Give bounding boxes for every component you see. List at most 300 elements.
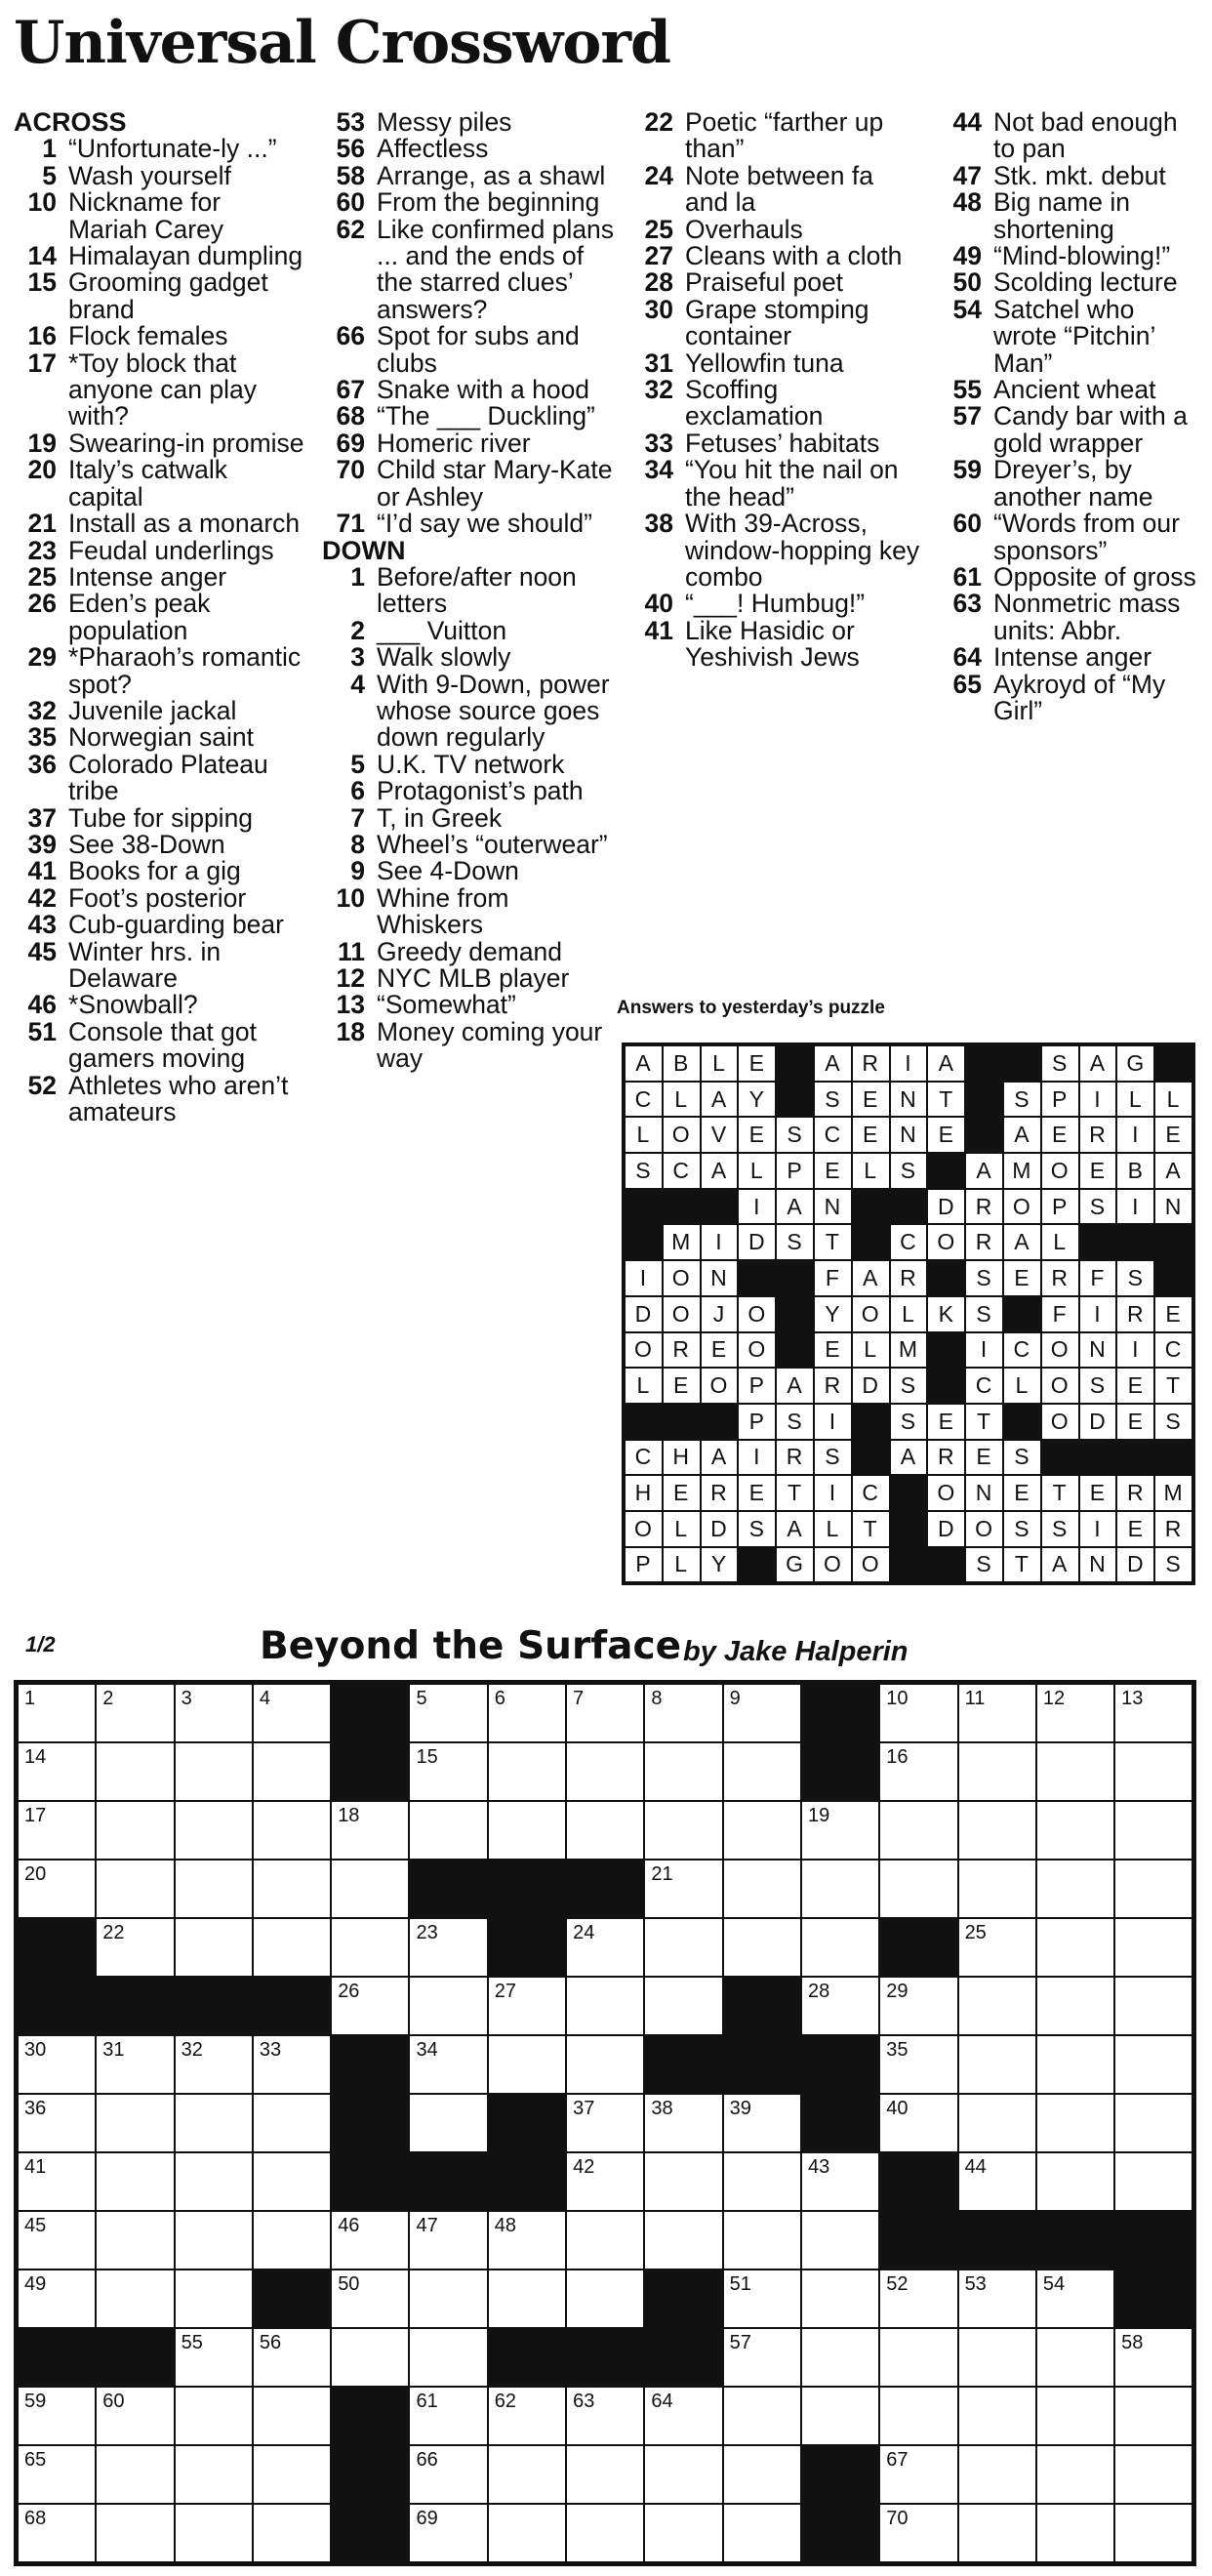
grid-cell[interactable] xyxy=(175,1742,253,1801)
grid-cell[interactable] xyxy=(566,1684,644,1742)
grid-cell[interactable] xyxy=(1114,2152,1192,2211)
grid-cell[interactable] xyxy=(644,2445,722,2504)
grid-cell[interactable] xyxy=(1036,2387,1114,2445)
clue-number: 1 xyxy=(350,561,365,592)
black-square xyxy=(644,2328,722,2387)
grid-cell[interactable] xyxy=(409,2094,487,2152)
grid-cell[interactable] xyxy=(644,2211,722,2269)
grid-cell[interactable] xyxy=(801,1801,879,1860)
clue-text: *Pharaoh’s romantic spot? xyxy=(68,642,302,699)
grid-cell[interactable] xyxy=(723,2211,801,2269)
grid-cell[interactable] xyxy=(409,1977,487,2035)
grid-cell[interactable] xyxy=(488,1801,566,1860)
clue-number: 59 xyxy=(952,455,982,485)
grid-cell[interactable] xyxy=(1036,2035,1114,2094)
grid-cell[interactable] xyxy=(723,1860,801,1918)
grid-cell[interactable] xyxy=(958,1977,1036,2035)
answer-cell: R xyxy=(927,1440,965,1476)
answer-cell: T xyxy=(852,1511,890,1547)
clue-text: *Toy block that anyone can play with? xyxy=(68,348,258,431)
cell-number: 53 xyxy=(964,2273,987,2295)
grid-cell[interactable] xyxy=(1114,1801,1192,1860)
answer-cell: O xyxy=(814,1547,852,1583)
grid-cell[interactable] xyxy=(1114,2504,1192,2562)
grid-cell[interactable] xyxy=(644,1801,722,1860)
answer-cell: A xyxy=(1003,1117,1041,1153)
grid-cell[interactable] xyxy=(331,2328,409,2387)
answers-title: Answers to yesterday’s puzzle xyxy=(617,998,885,1018)
clue-item xyxy=(630,350,923,377)
grid-cell[interactable] xyxy=(409,2504,487,2562)
grid-cell[interactable] xyxy=(879,1801,957,1860)
grid-cell[interactable] xyxy=(958,1742,1036,1801)
grid-cell[interactable] xyxy=(723,2094,801,2152)
black-square xyxy=(175,1977,253,2035)
answer-cell: O xyxy=(852,1296,890,1332)
grid-cell[interactable] xyxy=(1036,2152,1114,2211)
grid-cell[interactable] xyxy=(879,1684,957,1742)
clue-item xyxy=(14,136,306,162)
grid-cell[interactable] xyxy=(409,2387,487,2445)
clue-item xyxy=(939,644,1202,671)
grid-cell[interactable] xyxy=(175,2094,253,2152)
clue-number: 14 xyxy=(27,241,57,271)
grid-cell[interactable] xyxy=(175,1801,253,1860)
grid-cell[interactable] xyxy=(958,2035,1036,2094)
grid-cell[interactable] xyxy=(879,1742,957,1801)
grid-cell[interactable] xyxy=(409,1918,487,1977)
clue-item xyxy=(14,160,306,190)
answer-cell: C xyxy=(814,1117,852,1153)
clue-item xyxy=(939,591,1202,644)
grid-cell[interactable] xyxy=(1114,2387,1192,2445)
grid-cell[interactable] xyxy=(879,2328,957,2387)
grid-cell[interactable] xyxy=(409,1684,487,1742)
grid-cell[interactable] xyxy=(18,1742,96,1801)
grid-cell[interactable] xyxy=(331,2269,409,2328)
grid-cell[interactable] xyxy=(253,1860,331,1918)
grid-cell[interactable] xyxy=(18,1860,96,1918)
grid-cell[interactable] xyxy=(723,2328,801,2387)
clue-text: Winter hrs. in Delaware xyxy=(68,936,222,993)
grid-cell[interactable] xyxy=(96,1860,174,1918)
black-square xyxy=(723,2035,801,2094)
answer-cell: L xyxy=(852,1332,890,1369)
answer-cell: E xyxy=(1154,1296,1192,1332)
grid-cell[interactable] xyxy=(1036,1860,1114,1918)
answer-block xyxy=(663,1189,701,1225)
grid-cell[interactable] xyxy=(253,2328,331,2387)
grid-cell[interactable] xyxy=(488,2504,566,2562)
grid-cell[interactable] xyxy=(566,2445,644,2504)
grid-cell[interactable] xyxy=(1114,1918,1192,1977)
clue-text: “Somewhat” xyxy=(377,990,516,1020)
clue-text: Intense anger xyxy=(68,561,227,592)
grid-cell[interactable] xyxy=(488,2211,566,2269)
grid-cell[interactable] xyxy=(175,2035,253,2094)
grid-cell[interactable] xyxy=(18,2387,96,2445)
grid-cell[interactable] xyxy=(723,2445,801,2504)
clue-text: “The ___ Duckling” xyxy=(377,401,595,431)
grid-cell[interactable] xyxy=(1036,1742,1114,1801)
grid-cell[interactable] xyxy=(488,1684,566,1742)
black-square xyxy=(801,2094,879,2152)
grid-cell[interactable] xyxy=(801,2211,879,2269)
answer-cell: S xyxy=(1154,1404,1192,1440)
grid-cell[interactable] xyxy=(18,2094,96,2152)
clue-item xyxy=(322,669,615,753)
grid-cell[interactable] xyxy=(644,2094,722,2152)
answer-cell: N xyxy=(1154,1189,1192,1225)
grid-cell[interactable] xyxy=(566,2094,644,2152)
grid-cell[interactable] xyxy=(18,2445,96,2504)
grid-cell[interactable] xyxy=(96,2445,174,2504)
clue-number: 48 xyxy=(952,187,982,218)
clue-item xyxy=(14,858,306,884)
clue-text: Foot’s posterior xyxy=(68,882,247,913)
grid-cell[interactable] xyxy=(488,2269,566,2328)
clue-number: 30 xyxy=(644,294,673,324)
answer-cell: N xyxy=(890,1082,928,1118)
grid-cell[interactable] xyxy=(958,2269,1036,2328)
grid-cell[interactable] xyxy=(488,2387,566,2445)
grid-cell[interactable] xyxy=(253,1684,331,1742)
grid-cell[interactable] xyxy=(96,2269,174,2328)
grid-cell[interactable] xyxy=(96,1684,174,1742)
grid-cell[interactable] xyxy=(96,2152,174,2211)
answer-cell: P xyxy=(738,1404,776,1440)
grid-cell[interactable] xyxy=(488,1742,566,1801)
grid-cell[interactable] xyxy=(958,1860,1036,1918)
grid-cell[interactable] xyxy=(96,2035,174,2094)
answer-cell: E xyxy=(663,1368,701,1404)
grid-cell[interactable] xyxy=(723,1801,801,1860)
grid-cell[interactable] xyxy=(644,2387,722,2445)
answer-cell: F xyxy=(814,1260,852,1296)
cell-number: 18 xyxy=(338,1805,360,1826)
grid-cell[interactable] xyxy=(1036,2328,1114,2387)
answer-cell: V xyxy=(701,1117,739,1153)
grid-cell[interactable] xyxy=(1114,2328,1192,2387)
grid-cell[interactable] xyxy=(723,2387,801,2445)
answer-cell: S xyxy=(1041,1511,1079,1547)
grid-cell[interactable] xyxy=(96,2094,174,2152)
grid-cell[interactable] xyxy=(175,2504,253,2562)
grid-cell[interactable] xyxy=(958,2094,1036,2152)
clue-number: 70 xyxy=(336,455,365,485)
grid-cell[interactable] xyxy=(175,2328,253,2387)
grid-cell[interactable] xyxy=(801,2328,879,2387)
grid-cell[interactable] xyxy=(331,1977,409,2035)
cell-number: 30 xyxy=(24,2039,47,2061)
grid-cell[interactable] xyxy=(1036,1801,1114,1860)
grid-cell[interactable] xyxy=(96,2387,174,2445)
answer-cell: E xyxy=(814,1153,852,1189)
grid-cell[interactable] xyxy=(18,1801,96,1860)
grid-cell[interactable] xyxy=(644,2504,722,2562)
grid-cell[interactable] xyxy=(175,2152,253,2211)
cell-number: 8 xyxy=(651,1688,663,1709)
grid-cell[interactable] xyxy=(958,2152,1036,2211)
grid-cell[interactable] xyxy=(879,2387,957,2445)
grid-cell[interactable] xyxy=(958,1801,1036,1860)
clue-item xyxy=(939,403,1202,457)
answer-cell: L xyxy=(625,1368,663,1404)
grid-cell[interactable] xyxy=(409,2211,487,2269)
grid-cell[interactable] xyxy=(644,1742,722,1801)
grid-cell[interactable] xyxy=(488,2035,566,2094)
grid-cell[interactable] xyxy=(879,2504,957,2562)
grid-cell[interactable] xyxy=(331,1801,409,1860)
grid-cell[interactable] xyxy=(18,2504,96,2562)
clue-text: Affectless xyxy=(377,134,489,164)
grid-cell[interactable] xyxy=(723,2269,801,2328)
clue-number: 25 xyxy=(644,214,673,244)
clue-text: Greedy demand xyxy=(377,936,563,966)
clue-text: Install as a monarch xyxy=(68,509,301,539)
answer-block xyxy=(965,1082,1003,1118)
answer-cell: D xyxy=(927,1511,965,1547)
grid-cell[interactable] xyxy=(96,1918,174,1977)
answer-block xyxy=(927,1153,965,1189)
grid-cell[interactable] xyxy=(253,2152,331,2211)
clue-text: Before/after noon letters xyxy=(377,561,577,619)
grid-cell[interactable] xyxy=(801,2269,879,2328)
grid-cell[interactable] xyxy=(18,2152,96,2211)
grid-cell[interactable] xyxy=(18,2269,96,2328)
grid-cell[interactable] xyxy=(253,2211,331,2269)
grid-cell[interactable] xyxy=(96,1801,174,1860)
answer-cell: E xyxy=(965,1440,1003,1476)
grid-cell[interactable] xyxy=(566,1977,644,2035)
grid-cell[interactable] xyxy=(1036,1684,1114,1742)
grid-cell[interactable] xyxy=(566,1742,644,1801)
grid-cell[interactable] xyxy=(566,1918,644,1977)
grid-cell[interactable] xyxy=(175,2387,253,2445)
grid-cell[interactable] xyxy=(1036,1918,1114,1977)
cell-number: 59 xyxy=(24,2391,47,2412)
answer-cell: R xyxy=(1079,1117,1117,1153)
cell-number: 38 xyxy=(651,2098,673,2119)
grid-cell[interactable] xyxy=(409,2445,487,2504)
clue-item xyxy=(939,669,1202,725)
grid-cell[interactable] xyxy=(253,2387,331,2445)
answer-cell: S xyxy=(814,1082,852,1118)
clue-text: See 38-Down xyxy=(68,829,225,859)
grid-cell[interactable] xyxy=(409,1742,487,1801)
clue-item xyxy=(14,749,306,806)
grid-cell[interactable] xyxy=(566,2035,644,2094)
crossword-grid[interactable] xyxy=(14,1680,1196,2566)
grid-cell[interactable] xyxy=(879,2445,957,2504)
grid-cell[interactable] xyxy=(175,2445,253,2504)
grid-cell[interactable] xyxy=(1036,2094,1114,2152)
clue-text: From the beginning xyxy=(377,187,600,218)
answers-grid xyxy=(622,1043,1195,1585)
clue-number: 47 xyxy=(952,160,982,190)
grid-cell[interactable] xyxy=(801,1918,879,1977)
grid-cell[interactable] xyxy=(1114,1860,1192,1918)
answer-cell: O xyxy=(1003,1189,1041,1225)
answer-cell: B xyxy=(663,1045,701,1082)
clue-item xyxy=(14,829,306,859)
grid-cell[interactable] xyxy=(566,2211,644,2269)
grid-cell[interactable] xyxy=(566,2152,644,2211)
grid-cell[interactable] xyxy=(175,1918,253,1977)
answer-block xyxy=(852,1404,890,1440)
grid-cell[interactable] xyxy=(409,2328,487,2387)
grid-cell[interactable] xyxy=(723,1742,801,1801)
grid-cell[interactable] xyxy=(879,2269,957,2328)
grid-cell[interactable] xyxy=(801,1977,879,2035)
grid-cell[interactable] xyxy=(958,2504,1036,2562)
grid-cell[interactable] xyxy=(1036,2445,1114,2504)
grid-cell[interactable] xyxy=(331,1860,409,1918)
grid-cell[interactable] xyxy=(18,2035,96,2094)
clue-text: Note between fa and la xyxy=(685,160,873,218)
grid-cell[interactable] xyxy=(488,1977,566,2035)
grid-cell[interactable] xyxy=(253,2035,331,2094)
grid-cell[interactable] xyxy=(96,2211,174,2269)
answer-block xyxy=(776,1260,814,1296)
clue-item xyxy=(322,749,615,779)
grid-cell[interactable] xyxy=(1114,1684,1192,1742)
grid-cell[interactable] xyxy=(331,2211,409,2269)
grid-cell[interactable] xyxy=(644,1918,722,1977)
grid-cell[interactable] xyxy=(175,2211,253,2269)
grid-cell[interactable] xyxy=(1114,1742,1192,1801)
answer-cell: C xyxy=(965,1368,1003,1404)
grid-cell[interactable] xyxy=(958,1918,1036,1977)
grid-cell[interactable] xyxy=(253,2504,331,2562)
grid-cell[interactable] xyxy=(879,2035,957,2094)
grid-cell[interactable] xyxy=(723,1918,801,1977)
grid-cell[interactable] xyxy=(879,1860,957,1918)
answer-cell: S xyxy=(1116,1260,1154,1296)
cell-number: 6 xyxy=(494,1688,505,1709)
grid-cell[interactable] xyxy=(18,1684,96,1742)
clue-column-1 xyxy=(14,109,306,1125)
grid-cell[interactable] xyxy=(175,1860,253,1918)
answer-cell: T xyxy=(1003,1547,1041,1583)
grid-cell[interactable] xyxy=(566,2387,644,2445)
clue-item xyxy=(630,160,923,218)
black-square xyxy=(331,2445,409,2504)
grid-cell[interactable] xyxy=(723,1684,801,1742)
cell-number: 44 xyxy=(964,2156,987,2178)
grid-cell[interactable] xyxy=(1036,1977,1114,2035)
clue-item xyxy=(14,269,306,323)
grid-cell[interactable] xyxy=(879,1977,957,2035)
grid-cell[interactable] xyxy=(409,1801,487,1860)
grid-cell[interactable] xyxy=(801,2387,879,2445)
answer-block xyxy=(965,1117,1003,1153)
grid-cell[interactable] xyxy=(409,2035,487,2094)
grid-cell[interactable] xyxy=(253,1801,331,1860)
answer-cell: P xyxy=(1041,1082,1079,1118)
clue-text: Intense anger xyxy=(993,642,1152,673)
grid-cell[interactable] xyxy=(1114,1977,1192,2035)
grid-cell[interactable] xyxy=(644,2152,722,2211)
grid-cell[interactable] xyxy=(175,2269,253,2328)
grid-cell[interactable] xyxy=(644,1684,722,1742)
clue-number: 65 xyxy=(952,669,982,699)
section-heading: ACROSS xyxy=(14,107,127,137)
clue-item xyxy=(939,377,1202,403)
answer-cell: L xyxy=(625,1117,663,1153)
answer-cell: R xyxy=(776,1440,814,1476)
clue-text: Yellowfin tuna xyxy=(685,348,844,378)
grid-cell[interactable] xyxy=(1114,2445,1192,2504)
answer-cell: E xyxy=(927,1404,965,1440)
grid-cell[interactable] xyxy=(801,1860,879,1918)
grid-cell[interactable] xyxy=(958,2445,1036,2504)
clue-number: 37 xyxy=(27,802,57,833)
grid-cell[interactable] xyxy=(488,2445,566,2504)
grid-cell[interactable] xyxy=(958,1684,1036,1742)
grid-cell[interactable] xyxy=(1036,2269,1114,2328)
grid-cell[interactable] xyxy=(175,1684,253,1742)
clue-item xyxy=(322,109,615,136)
clue-number: 5 xyxy=(42,160,57,190)
section-heading: DOWN xyxy=(322,535,406,565)
answer-cell: M xyxy=(1003,1153,1041,1189)
grid-cell[interactable] xyxy=(96,2504,174,2562)
grid-cell[interactable] xyxy=(566,2504,644,2562)
cell-number: 34 xyxy=(416,2039,438,2061)
grid-cell[interactable] xyxy=(644,1977,722,2035)
clue-item xyxy=(14,189,306,243)
grid-cell[interactable] xyxy=(723,2504,801,2562)
answer-cell: Y xyxy=(738,1082,776,1118)
grid-cell[interactable] xyxy=(253,2094,331,2152)
grid-cell[interactable] xyxy=(253,1742,331,1801)
cell-number: 1 xyxy=(24,1688,36,1709)
grid-cell[interactable] xyxy=(253,1918,331,1977)
grid-cell[interactable] xyxy=(409,2269,487,2328)
grid-cell[interactable] xyxy=(801,2152,879,2211)
cell-number: 14 xyxy=(24,1746,47,1768)
answer-cell: I xyxy=(814,1404,852,1440)
grid-cell[interactable] xyxy=(644,1860,722,1918)
grid-cell[interactable] xyxy=(1114,2035,1192,2094)
grid-cell[interactable] xyxy=(1114,2094,1192,2152)
cell-number: 11 xyxy=(964,1688,986,1709)
grid-cell[interactable] xyxy=(331,1918,409,1977)
grid-cell[interactable] xyxy=(566,1801,644,1860)
grid-cell[interactable] xyxy=(879,2094,957,2152)
cell-number: 39 xyxy=(729,2098,751,2119)
answer-cell: D xyxy=(852,1368,890,1404)
grid-cell[interactable] xyxy=(96,1742,174,1801)
cell-number: 64 xyxy=(651,2391,673,2412)
grid-cell[interactable] xyxy=(958,2387,1036,2445)
clue-number: 5 xyxy=(350,749,365,779)
answer-cell: I xyxy=(738,1189,776,1225)
black-square xyxy=(879,2211,957,2269)
clue-number: 22 xyxy=(644,107,673,137)
grid-cell[interactable] xyxy=(566,2269,644,2328)
grid-cell[interactable] xyxy=(1036,2504,1114,2562)
grid-cell[interactable] xyxy=(958,2328,1036,2387)
clue-text: Wash yourself xyxy=(68,160,231,190)
grid-cell[interactable] xyxy=(253,2445,331,2504)
grid-cell[interactable] xyxy=(723,2152,801,2211)
answer-cell: P xyxy=(776,1153,814,1189)
answer-cell: E xyxy=(1079,1153,1117,1189)
clue-number: 45 xyxy=(27,936,57,966)
grid-cell[interactable] xyxy=(18,2211,96,2269)
